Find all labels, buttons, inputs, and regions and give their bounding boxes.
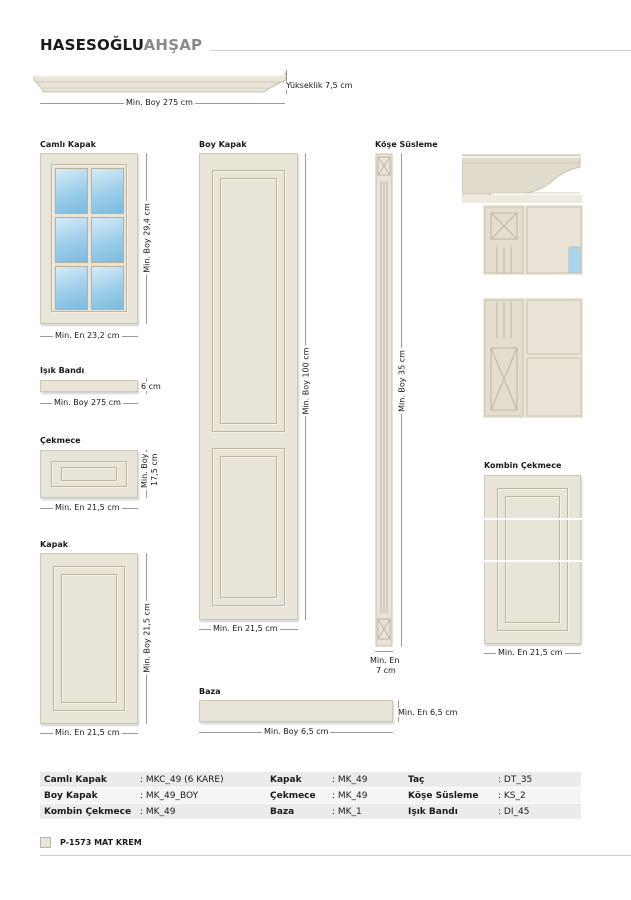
kapak-panel <box>40 553 138 724</box>
baza-width-label: Min. Boy 6,5 cm <box>264 727 329 736</box>
cekmece-panel <box>40 450 138 498</box>
camli-kapak-width-label: Min. En 23,2 cm <box>55 331 120 340</box>
kose-susleme-width-line <box>375 651 393 652</box>
camli-kapak-title: Camlı Kapak <box>40 140 96 149</box>
table-row <box>40 772 581 788</box>
isik-bandi-height-label: 6 cm <box>141 382 161 391</box>
table-key: Kapak <box>270 774 302 785</box>
tac-moulding <box>32 70 288 94</box>
kombin-cekmece-title: Kombin Çekmece <box>484 461 562 470</box>
kose-susleme-height-label: Min. Boy 35 cm <box>397 350 407 412</box>
baza-height-label: Min. En 6,5 cm <box>398 708 458 717</box>
glass-pane <box>91 217 124 263</box>
boy-kapak-upper-inner <box>220 178 277 424</box>
isik-bandi-strip <box>40 380 138 392</box>
glass-pane <box>55 266 88 310</box>
kose-susleme-title: Köşe Süsleme <box>375 140 438 149</box>
table-value: : DI_45 <box>498 806 530 817</box>
cekmece-height-label-2: 17,5 cm <box>150 453 159 486</box>
table-value: : MKC_49 (6 KARE) <box>140 774 224 785</box>
table-value: : MK_1 <box>332 806 362 817</box>
kose-susleme-width-label-2: 7 cm <box>376 666 396 675</box>
boy-kapak-panel <box>199 153 298 620</box>
kapak-title: Kapak <box>40 540 69 549</box>
pilaster-bottom-detail-photo <box>483 298 583 418</box>
cekmece-inner-panel <box>61 467 117 481</box>
header-rule <box>210 50 631 51</box>
kapak-inner-panel <box>61 574 117 703</box>
tac-height-label: Yükseklik 7,5 cm <box>286 81 353 90</box>
color-label: P-1573 MAT KREM <box>60 838 142 847</box>
product-code-table <box>40 772 581 820</box>
table-key: Baza <box>270 806 295 817</box>
kapak-width-label: Min. En 21,5 cm <box>55 728 120 737</box>
table-key: Çekmece <box>270 790 316 801</box>
table-key: Kombin Çekmece <box>44 806 132 817</box>
table-key: Camlı Kapak <box>44 774 107 785</box>
table-key: Taç <box>408 774 425 785</box>
table-key: Işık Bandı <box>408 806 458 817</box>
kombin-cekmece-width-label: Min. En 21,5 cm <box>498 648 563 657</box>
baza-strip <box>199 700 393 722</box>
cekmece-height-label-1: Min. Boy <box>140 453 149 488</box>
boy-kapak-title: Boy Kapak <box>199 140 247 149</box>
color-swatch <box>40 837 51 848</box>
tac-detail-photo <box>462 153 582 203</box>
isik-bandi-width-label: Min. Boy 275 cm <box>54 398 121 407</box>
table-value: : KS_2 <box>498 790 526 801</box>
tac-width-label: Min. Boy 275 cm <box>126 98 193 107</box>
brand-logo: HASESOĞLUAHŞAP <box>40 36 203 54</box>
glass-pane <box>91 266 124 310</box>
kombin-cekmece-split-line <box>480 560 586 562</box>
kose-susleme-width-label-1: Min. En <box>370 656 400 665</box>
kombin-cekmece-split-line <box>480 518 586 520</box>
kapak-height-label: Min. Boy 21,5 cm <box>142 603 152 673</box>
isik-bandi-title: Işık Bandı <box>40 366 85 375</box>
table-key: Köşe Süsleme <box>408 790 479 801</box>
table-value: : MK_49 <box>332 774 368 785</box>
table-value: : MK_49 <box>140 806 176 817</box>
boy-kapak-height-label: Min. Boy 100 cm <box>301 347 311 415</box>
camli-kapak-panel <box>40 153 138 324</box>
boy-kapak-width-label: Min. En 21,5 cm <box>213 624 278 633</box>
footer-rule <box>40 855 631 856</box>
cekmece-title: Çekmece <box>40 436 81 445</box>
table-value: : MK_49_BOY <box>140 790 199 801</box>
pilaster-top-detail-photo <box>483 205 583 275</box>
table-row <box>40 788 581 804</box>
table-value: : MK_49 <box>332 790 368 801</box>
table-value: : DT_35 <box>498 774 533 785</box>
table-row <box>40 804 581 820</box>
table-key: Boy Kapak <box>44 790 98 801</box>
camli-kapak-height-label: Min. Boy 29,4 cm <box>142 203 152 273</box>
glass-pane <box>55 168 88 214</box>
glass-pane <box>55 217 88 263</box>
baza-title: Baza <box>199 687 221 696</box>
boy-kapak-lower-inner <box>220 456 277 598</box>
cekmece-width-label: Min. En 21,5 cm <box>55 503 120 512</box>
kose-susleme-pilaster <box>375 153 393 647</box>
glass-pane <box>91 168 124 214</box>
